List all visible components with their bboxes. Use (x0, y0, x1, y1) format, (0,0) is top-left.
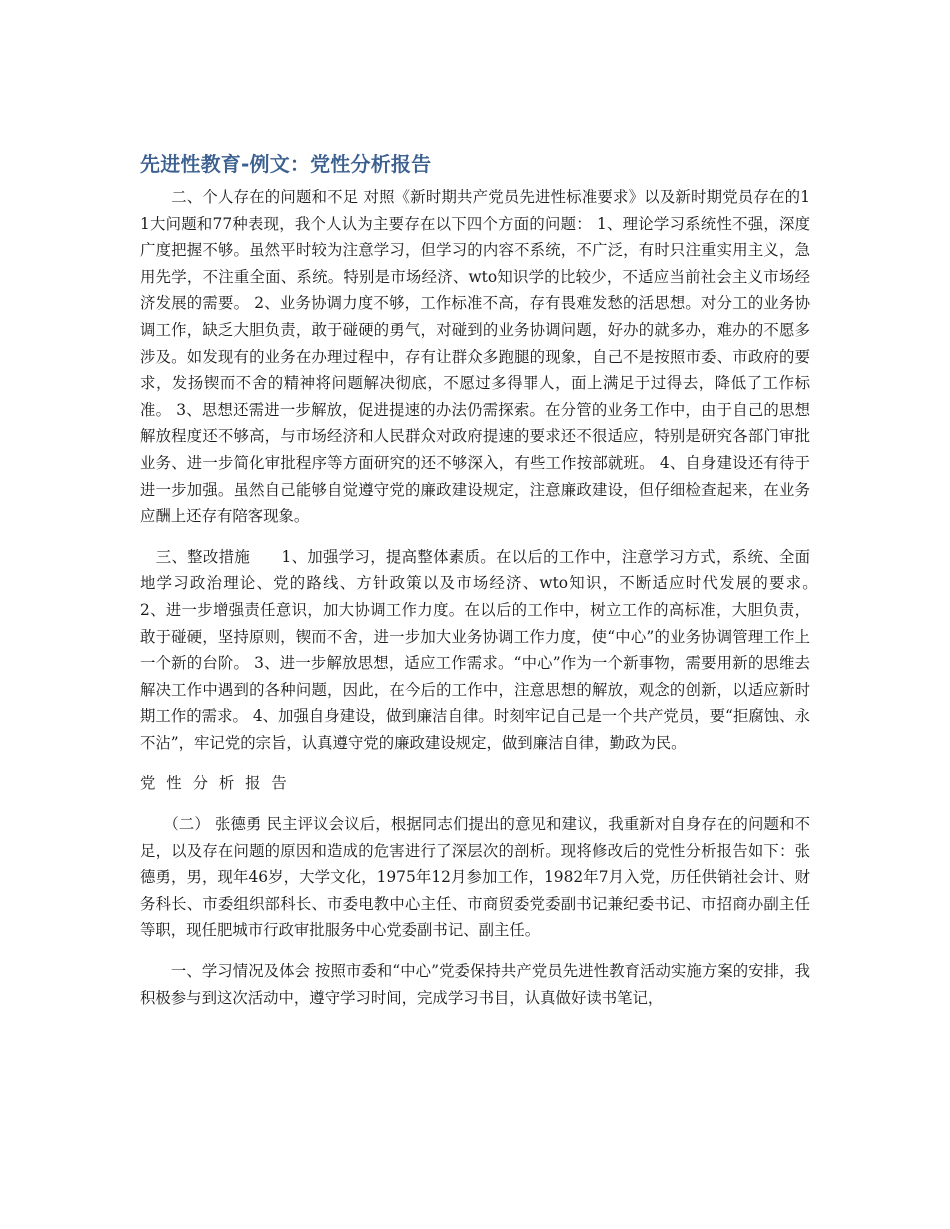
document-title: 先进性教育-例文：党性分析报告 (140, 152, 432, 176)
paragraph-profile: （二） 张德勇 民主评议会议后，根据同志们提出的意见和建议，我重新对自身存在的问题和不足，以及存在问题的原因和造成的危害进行了深层次的剖析。现将修改后的党性分析报告如下：张德勇，男，现年46岁，大学文化，1975年12月参加工作，1982年7月入党，历任供销社会计、财务科长、市委组织部科长、市委电教中心主任、市商贸委党委副书记兼纪委书记、市招商办副主任等职，现任肥城市行政审批服务中心党委副书记、副主任。 (140, 815, 810, 940)
document-page (140, 150, 841, 1011)
paragraph-rectification: 三、整改措施 1、加强学习，提高整体素质。在以后的工作中，注意学习方式，系统、全面地学习政治理论、党的路线、方针政策以及市场经济、wto知识，不断适应时代发展的要求。 2、进一步增强责任意识，加大协调工作力度。在以后的工作中，树立工作的高标准，大胆负责，敢于碰硬，坚持原则，锲而不舍，进一步加大业务协调工作力度，使“中心”的业务协调管理工作上一个新的台阶。 3、进一步解放思想，适应工作需求。“中心”作为一个新事物，需要用新的思维去解决工作中遇到的各种问题，因此，在今后的工作中，注意思想的解放，观念的创新，以适应新时期工作的需求。 4、加强自身建设，做到廉洁自律。时刻牢记自己是一个共产党员，要“拒腐蚀、永不沾”，牢记党的宗旨，认真遵守党的廉政建设规定，做到廉洁自律，勤政为民。 (140, 547, 841, 752)
paragraph-study: 一、学习情况及体会 按照市委和“中心”党委保持共产党员先进性教育活动实施方案的安排，我积极参与到这次活动中，遵守学习时间，完成学习书目，认真做好读书笔记， (140, 962, 810, 1007)
section-heading-party-analysis: 党 性 分 析 报 告 (140, 774, 290, 793)
paragraph-problems: 二、个人存在的问题和不足 对照《新时期共产党员先进性标准要求》以及新时期党员存在的11大问题和77种表现，我个人认为主要存在以下四个方面的问题： 1、理论学习系统性不强，深度广度把握不够。虽然平时较为注意学习，但学习的内容不系统，不广泛，有时只注重实用主义，急用先学，不注重全面、系统。特别是市场经济、wto知识学的比较少，不适应当前社会主义市场经济发展的需要。 2、业务协调力度不够，工作标准不高，存有畏难发愁的活思想。对分工的业务协调工作，缺乏大胆负责，敢于碰硬的勇气，对碰到的业务协调问题，好办的就多办，难办的不愿多涉及。如发现有的业务在办理过程中，存有让群众多跑腿的现象，自己不是按照市委、市政府的要求，发扬锲而不舍的精神将问题解决彻底，不愿过多得罪人，面上满足于过得去，降低了工作标准。 3、思想还需进一步解放，促进提速的办法仍需探索。在分管的业务工作中，由于自己的思想解放程度还不够高，与市场经济和人民群众对政府提速的要求还不很适应，特别是研究各部门审批业务、进一步简化审批程序等方面研究的还不够深入，有些工作按部就班。 4、自身建设还有待于进一步加强。虽然自己能够自觉遵守党的廉政建设规定，注意廉政建设，但仔细检查起来，在业务应酬上还存有陪客现象。 (140, 188, 810, 526)
